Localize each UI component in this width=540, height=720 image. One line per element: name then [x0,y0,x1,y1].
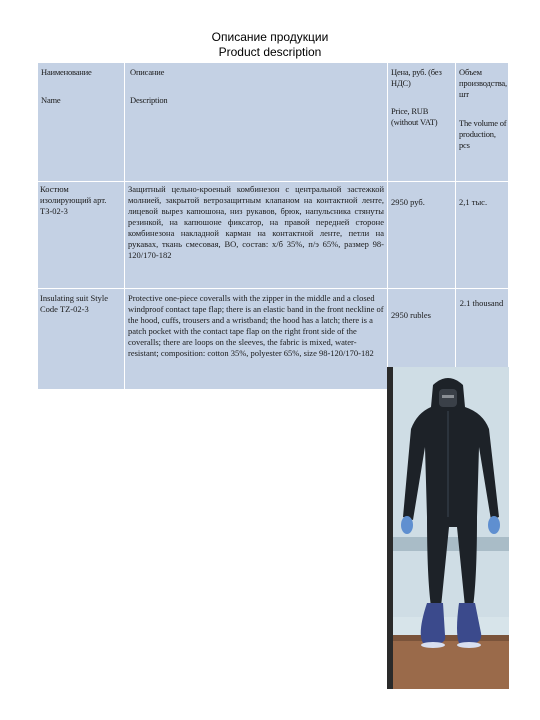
header-description-ru: Описание [130,67,165,77]
title-english: Product description [218,45,322,59]
row-en-volume: 2.1 thousand [459,298,504,308]
column-divider [387,63,388,389]
header-description-en: Description [130,95,168,105]
header-name-en: Name [41,95,61,105]
row-ru-volume: 2,1 тыс. [459,197,488,207]
header-volume-ru: Объем производства, шт [459,67,507,99]
row-en-description: Protective one-piece coveralls with the zipper in the middle and a closed windproof contact tape flap; there is an elastic band in the front neckline of the hood, cuffs, trousers and a wristband; the hood has a latch; there is a patch pocket with the contact tape flap on the right front side of the coveralls; there are loops on the sleeves, the fabric is mixed, water-resistant; composition: cotton 35%, polyester 65%, size 98-120/170-182 [128,293,384,358]
header-volume-en: The volume of production, pcs [459,118,507,150]
row-en-name: Insulating suit Style Code TZ-02-3 [40,293,108,314]
header-price-ru: Цена, руб. (без НДС) [391,67,442,88]
column-divider [455,63,456,389]
row-ru-description: Защитный цельно-кроеный комбинезон с центральной застежкой молнией, закрытой ветрозащитным клапаном на контактной ленте, лицевой вырез капюшона, низ рукавов, брюк, напульсника стянуты резинкой, на капюшоне фиксатор, на правой передней стороне комбинезона накладной карман на контактной ленте, петли на рукавах, ткань смесовая, ВО, состав: х/б 35%, п/э 65%, размер 98-120/170-182 [128,184,384,260]
title-russian: Описание продукции [211,30,329,44]
document-title [0,30,540,60]
row-ru-name: Костюм изолирующий арт. ТЗ-02-3 [40,184,107,216]
row-en-price: 2950 rubles [391,310,431,320]
header-price-en: Price, RUB (without VAT) [391,106,438,127]
row-divider [38,181,508,182]
product-photo [387,367,509,689]
header-name-ru: Наименование [41,67,92,77]
column-divider [124,63,125,389]
row-divider [38,288,508,289]
row-ru-price: 2950 руб. [391,197,425,207]
